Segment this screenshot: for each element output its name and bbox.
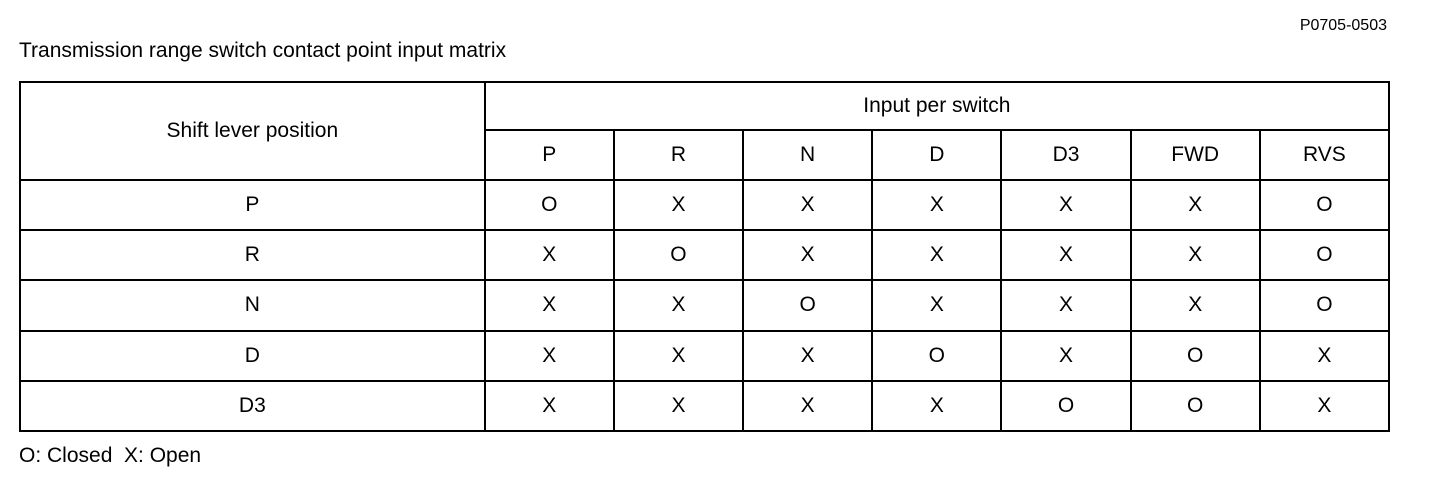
- column-header-d3: D3: [1001, 130, 1130, 180]
- column-header-d: D: [872, 130, 1001, 180]
- row-label: R: [20, 230, 485, 280]
- matrix-cell: X: [614, 280, 743, 330]
- matrix-cell: O: [1131, 381, 1260, 431]
- matrix-cell: O: [1260, 230, 1389, 280]
- matrix-cell: X: [743, 180, 872, 230]
- matrix-cell: X: [1001, 230, 1130, 280]
- matrix-cell: X: [1260, 381, 1389, 431]
- table-row: [20, 331, 1389, 381]
- matrix-cell: X: [485, 331, 614, 381]
- table-row: [20, 230, 1389, 280]
- matrix-cell: X: [1131, 280, 1260, 330]
- matrix-cell: O: [614, 230, 743, 280]
- matrix-cell: X: [1260, 331, 1389, 381]
- table-title: Transmission range switch contact point input matrix: [19, 39, 507, 62]
- column-header-p: P: [485, 130, 614, 180]
- matrix-body: [20, 180, 1389, 431]
- matrix-cell: O: [1260, 280, 1389, 330]
- column-header-rvs: RVS: [1260, 130, 1389, 180]
- column-header-r: R: [614, 130, 743, 180]
- table-row: [20, 381, 1389, 431]
- column-header-n: N: [743, 130, 872, 180]
- row-label: P: [20, 180, 485, 230]
- matrix-cell: O: [743, 280, 872, 330]
- matrix-cell: X: [743, 230, 872, 280]
- matrix-cell: X: [1001, 280, 1130, 330]
- matrix-cell: X: [872, 381, 1001, 431]
- row-label: D3: [20, 381, 485, 431]
- matrix-cell: X: [872, 230, 1001, 280]
- matrix-cell: O: [1131, 331, 1260, 381]
- matrix-cell: X: [1001, 180, 1130, 230]
- matrix-cell: O: [485, 180, 614, 230]
- row-label: D: [20, 331, 485, 381]
- group-header-input-per-switch: Input per switch: [485, 82, 1389, 130]
- matrix-cell: X: [614, 180, 743, 230]
- table-row: [20, 280, 1389, 330]
- legend-closed: O: Closed: [19, 444, 113, 467]
- matrix-cell: O: [1001, 381, 1130, 431]
- row-label: N: [20, 280, 485, 330]
- legend: [19, 443, 201, 469]
- matrix-cell: O: [872, 331, 1001, 381]
- matrix-cell: X: [614, 331, 743, 381]
- matrix-cell: X: [743, 381, 872, 431]
- input-matrix-table: [19, 81, 1390, 432]
- column-header-fwd: FWD: [1131, 130, 1260, 180]
- legend-open: X: Open: [124, 444, 202, 467]
- matrix-cell: X: [872, 180, 1001, 230]
- matrix-cell: X: [485, 381, 614, 431]
- matrix-cell: X: [1001, 331, 1130, 381]
- matrix-cell: X: [1131, 230, 1260, 280]
- matrix-cell: X: [872, 280, 1001, 330]
- matrix-cell: X: [1131, 180, 1260, 230]
- matrix-cell: X: [485, 230, 614, 280]
- row-header-shift-lever-position: Shift lever position: [20, 82, 485, 180]
- matrix-cell: X: [614, 381, 743, 431]
- table-row: [20, 180, 1389, 230]
- document-id: P0705-0503: [1299, 17, 1387, 34]
- matrix-cell: X: [485, 280, 614, 330]
- matrix-cell: X: [743, 331, 872, 381]
- matrix-cell: O: [1260, 180, 1389, 230]
